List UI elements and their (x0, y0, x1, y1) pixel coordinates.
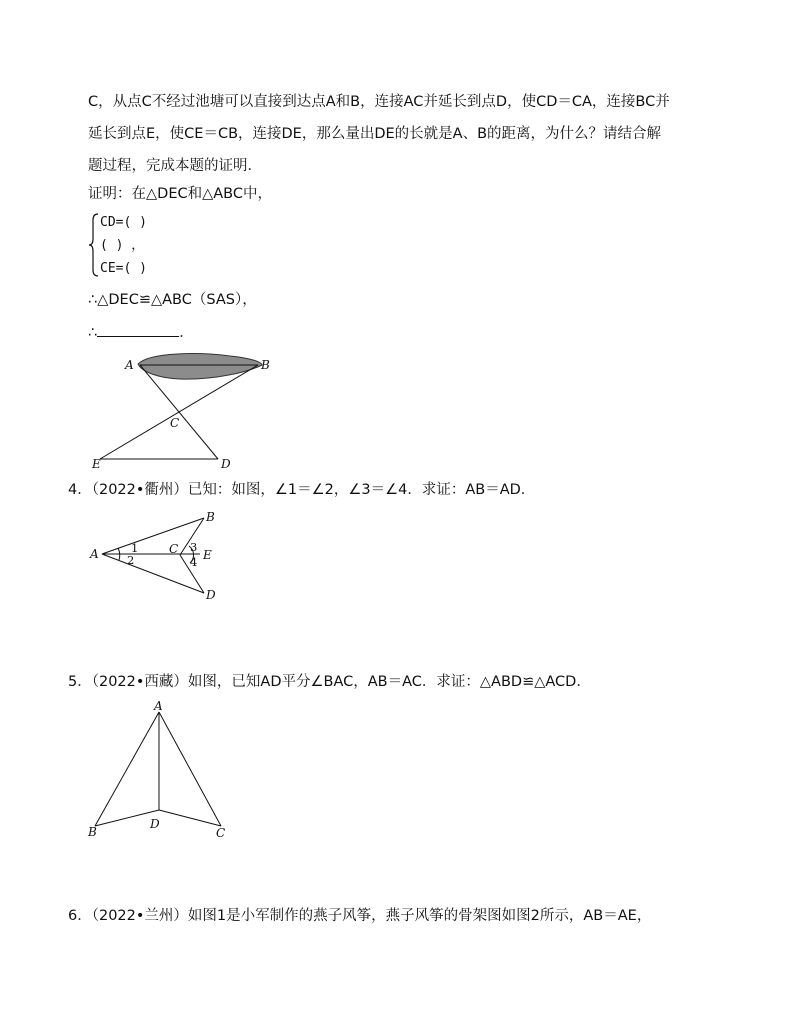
q4-angle-1: 1 (131, 541, 139, 555)
q4-label-E: E (203, 548, 212, 562)
congruence-conclusion: ∴△DEC≌△ABC（SAS）， (88, 292, 257, 308)
q4-label-B: B (206, 510, 215, 524)
q4-angle-4: 4 (190, 555, 198, 569)
condition-2: ( ) ， (100, 238, 145, 253)
label-C: C (170, 416, 180, 430)
q4-angle-2: 2 (127, 553, 135, 567)
intro-line-3: 题过程，完成本题的证明． (88, 158, 262, 174)
label-E: E (92, 457, 101, 471)
proof-start: 证明：在△DEC和△ABC中， (88, 186, 272, 202)
q5-label-D: D (150, 817, 160, 831)
question-6: 6．（2022•兰州）如图1是小军制作的燕子风筝，燕子风筝的骨架图如图2所示，AB＝AE， (68, 908, 652, 924)
condition-3: CE=( ) (100, 261, 147, 276)
label-D: D (221, 457, 231, 471)
therefore-symbol: ∴ (88, 325, 98, 341)
condition-1: CD=( ) (100, 215, 147, 230)
q5-label-A: A (154, 699, 163, 713)
q4-angle-3: 3 (190, 540, 198, 554)
intro-line-1: C，从点C不经过池塘可以直接到达点A和B，连接AC并延长到点D，使CD＝CA，连接BC并 (88, 94, 670, 110)
q4-label-D: D (206, 588, 216, 602)
question-4: 4．（2022•衢州）已知：如图，∠1＝∠2，∠3＝∠4．求证：AB＝AD． (68, 482, 536, 498)
label-A: A (125, 358, 134, 372)
q5-label-B: B (88, 825, 97, 839)
period: ． (179, 325, 194, 341)
intro-line-2: 延长到点E，使CE＝CB，连接DE，那么量出DE的长就是A、B的距离，为什么？请结合解 (88, 126, 662, 142)
label-B: B (261, 358, 270, 372)
q5-label-C: C (216, 826, 226, 840)
q4-label-C: C (169, 542, 179, 556)
q4-label-A: A (90, 547, 99, 561)
question-5: 5．（2022•西藏）如图，已知AD平分∠BAC，AB＝AC．求证：△ABD≌△ACD． (68, 674, 591, 690)
